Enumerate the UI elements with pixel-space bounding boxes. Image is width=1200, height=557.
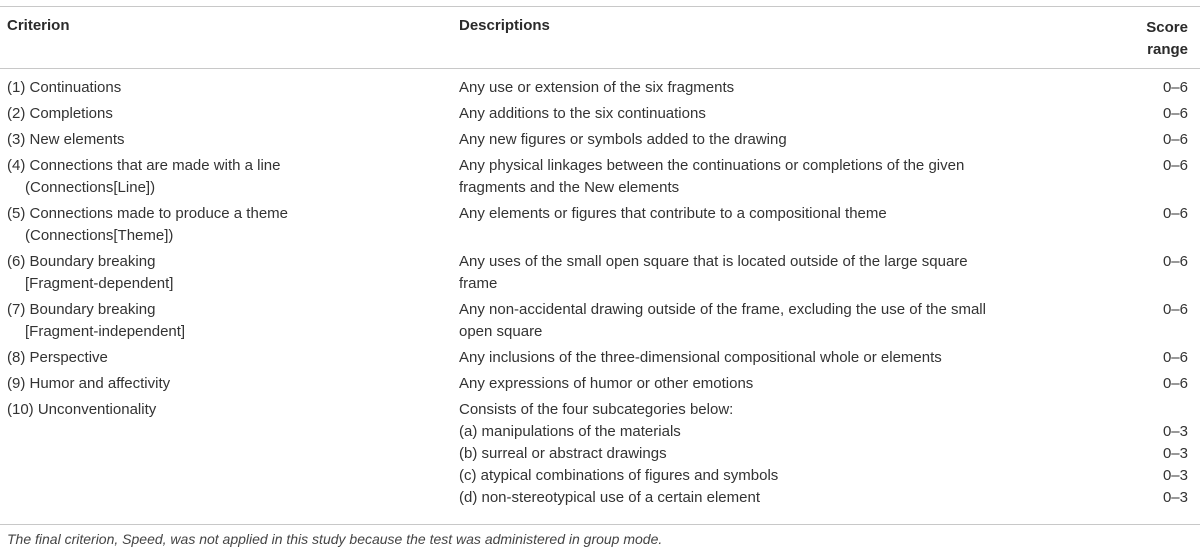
table-header <box>0 16 1200 60</box>
score-cell: 0–6 <box>1162 205 1188 222</box>
table-row <box>0 77 1200 99</box>
header-score-line2: range <box>1147 41 1188 58</box>
criterion-subtext: [Fragment-independent] <box>25 323 186 340</box>
criterion-cell <box>7 373 407 395</box>
criterion-cell <box>7 399 407 421</box>
description-text: Any inclusions of the three-dimensional compositional whole or elements <box>459 349 942 366</box>
criterion-cell <box>7 129 407 151</box>
criterion-text: (8) Perspective <box>7 349 108 366</box>
criterion-subtext: (Connections[Theme]) <box>25 227 174 244</box>
criterion-cell <box>7 203 407 247</box>
subcategory-description: (c) atypical combinations of figures and symbols <box>459 467 779 484</box>
criterion-cell <box>7 103 407 125</box>
description-cell <box>459 373 1029 395</box>
criterion-text: (4) Connections that are made with a line <box>7 157 281 174</box>
subcategory-description: (d) non-stereotypical use of a certain element <box>459 489 760 506</box>
table-row <box>0 399 1200 421</box>
table-row <box>0 373 1200 395</box>
table-row <box>0 203 1200 247</box>
criterion-subtext: [Fragment-dependent] <box>25 275 174 292</box>
criterion-text: (10) Unconventionality <box>7 401 157 418</box>
subcategory-score: 0–3 <box>1162 489 1188 506</box>
subcategory-row <box>0 421 1200 443</box>
table-row <box>0 155 1200 199</box>
criterion-text: (1) Continuations <box>7 79 122 96</box>
table-body <box>0 77 1200 509</box>
criterion-text: (5) Connections made to produce a theme <box>7 205 288 222</box>
subcategory-score: 0–3 <box>1162 423 1188 440</box>
description-cell <box>459 399 1029 421</box>
criterion-text: (7) Boundary breaking <box>7 301 156 318</box>
description-text: Any expressions of humor or other emotions <box>459 375 754 392</box>
description-cell <box>459 103 1029 125</box>
subcategory-row <box>0 487 1200 509</box>
score-cell: 0–6 <box>1162 105 1188 122</box>
table-row <box>0 103 1200 125</box>
table-row <box>0 251 1200 295</box>
score-cell: 0–6 <box>1162 253 1188 270</box>
description-cell <box>459 299 1029 343</box>
description-text-continued: open square <box>459 323 543 340</box>
score-cell: 0–6 <box>1162 375 1188 392</box>
description-text: Any new figures or symbols added to the drawing <box>459 131 787 148</box>
description-text: Any uses of the small open square that is located outside of the large square <box>459 253 968 270</box>
description-text: Consists of the four subcategories below: <box>459 401 734 418</box>
table-footnote: The final criterion, Speed, was not applied in this study because the test was administered in group mode. <box>7 531 663 547</box>
description-cell <box>459 77 1029 99</box>
description-cell <box>459 203 1029 225</box>
criterion-cell <box>7 347 407 369</box>
header-score-range <box>1068 17 1188 61</box>
criterion-text: (3) New elements <box>7 131 125 148</box>
description-text-continued: fragments and the New elements <box>459 179 680 196</box>
criterion-cell <box>7 251 407 295</box>
subcategory-score: 0–3 <box>1162 467 1188 484</box>
description-text: Any elements or figures that contribute to a compositional theme <box>459 205 887 222</box>
table-row <box>0 129 1200 151</box>
description-cell <box>459 251 1029 295</box>
criterion-cell <box>7 299 407 343</box>
description-text: Any additions to the six continuations <box>459 105 706 122</box>
criterion-subtext: (Connections[Line]) <box>25 179 156 196</box>
description-text: Any use or extension of the six fragments <box>459 79 735 96</box>
score-cell: 0–6 <box>1162 157 1188 174</box>
criterion-text: (6) Boundary breaking <box>7 253 156 270</box>
top-rule <box>0 6 1200 7</box>
score-cell: 0–6 <box>1162 301 1188 318</box>
description-cell <box>459 155 1029 199</box>
description-text-continued: frame <box>459 275 498 292</box>
criterion-cell <box>7 77 407 99</box>
subcategory-score: 0–3 <box>1162 445 1188 462</box>
score-cell: 0–6 <box>1162 131 1188 148</box>
header-descriptions: Descriptions <box>459 17 550 34</box>
subcategory-row <box>0 443 1200 465</box>
description-text: Any physical linkages between the continuations or completions of the given <box>459 157 965 174</box>
header-criterion: Criterion <box>7 17 70 34</box>
header-rule <box>0 68 1200 69</box>
subcategory-description: (b) surreal or abstract drawings <box>459 445 667 462</box>
table-row <box>0 299 1200 343</box>
description-cell <box>459 347 1029 369</box>
table-row <box>0 347 1200 369</box>
score-cell: 0–6 <box>1162 79 1188 96</box>
criterion-text: (2) Completions <box>7 105 113 122</box>
subcategory-row <box>0 465 1200 487</box>
score-cell: 0–6 <box>1162 349 1188 366</box>
description-text: Any non-accidental drawing outside of the frame, excluding the use of the small <box>459 301 986 318</box>
criterion-cell <box>7 155 407 199</box>
bottom-rule <box>0 524 1200 525</box>
header-score-line1: Score <box>1146 19 1188 36</box>
subcategory-description: (a) manipulations of the materials <box>459 423 681 440</box>
description-cell <box>459 129 1029 151</box>
criterion-text: (9) Humor and affectivity <box>7 375 171 392</box>
